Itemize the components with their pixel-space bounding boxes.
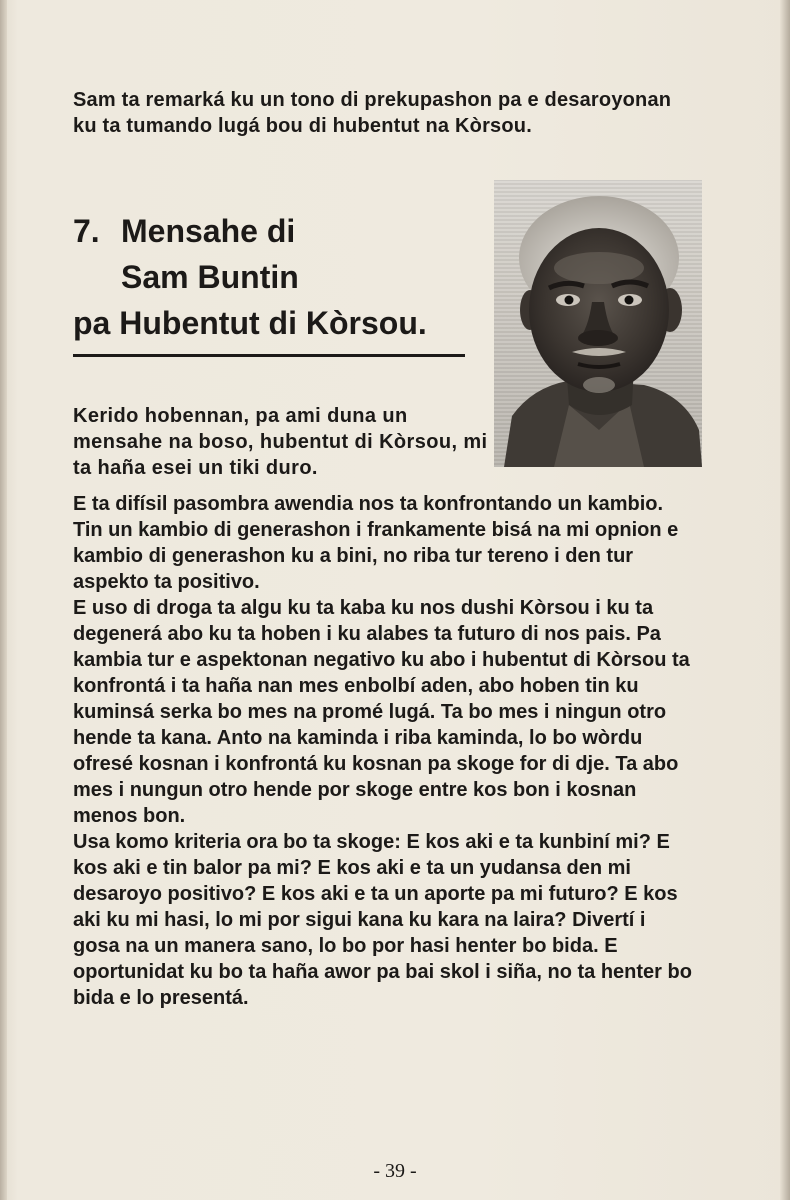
page-left-edge [0, 0, 7, 1200]
heading-line-3: pa Hubentut di Kòrsou. [73, 305, 427, 341]
portrait-illustration [494, 180, 702, 467]
section-number: 7. [73, 213, 100, 249]
heading-line-2: Sam Buntin [121, 259, 299, 295]
page-right-edge [780, 0, 790, 1200]
page-number: - 39 - [373, 1160, 417, 1182]
heading-line-1: Mensahe di [121, 213, 296, 249]
intro-paragraph: Sam ta remarká ku un tono di prekupashon pa e desaroyonan ku ta tumando lugá bou di hubentut na Kòrsou. [73, 89, 672, 137]
body-text [73, 491, 695, 1011]
paragraph-3: E uso di droga ta algu ku ta kaba ku nos dushi Kòrsou i ku ta degenerá abo ku ta hoben i ku alabes ta futuro di nos pais. Pa kambia tur e aspektonan negativo ku abo i hubentut di Kòrsou ta konfrontá i ta haña nan mes enbolbí aden, abo hoben tin ku kuminsá serka bo mes na promé lugá. Ta bo mes i ningun otro hende ta kana. Anto na kaminda i riba kaminda, lo bo wòrdu ofresé kosnan i konfrontá ku kosnan pa skoge for di dje. Ta abo mes i nungun otro hende por skoge entre kos bon i kosnan menos bon. [73, 597, 690, 827]
paragraph-4: Usa komo kriteria ora bo ta skoge: E kos aki e ta kunbiní mi? E kos aki e tin balor pa mi? E kos aki e ta un yudansa den mi desaroyo positivo? E kos aki e ta un aporte pa mi futuro? E kos aki ku mi hasi, lo mi por sigui kana ku kara na laira? Divertí i gosa na un manera sano, lo bo por hasi henter bo bida. E oportunidat ku bo ta haña awor pa bai skol i siña, no ta henter bo bida e lo presentá. [73, 831, 692, 1009]
portrait-photo [494, 180, 702, 467]
heading-underline [73, 354, 465, 357]
paragraph-opening: Kerido hobennan, pa ami duna un mensahe na boso, hubentut di Kòrsou, mi ta haña esei un tiki duro. [73, 405, 488, 479]
section-heading [73, 208, 473, 346]
paragraph-2: E ta difísil pasombra awendia nos ta konfrontando un kambio. Tin un kambio di generashon i frankamente bisá na mi opnion e kambio di generashon ku a bini, no riba tur tereno i den tur aspekto ta positivo. [73, 493, 679, 593]
